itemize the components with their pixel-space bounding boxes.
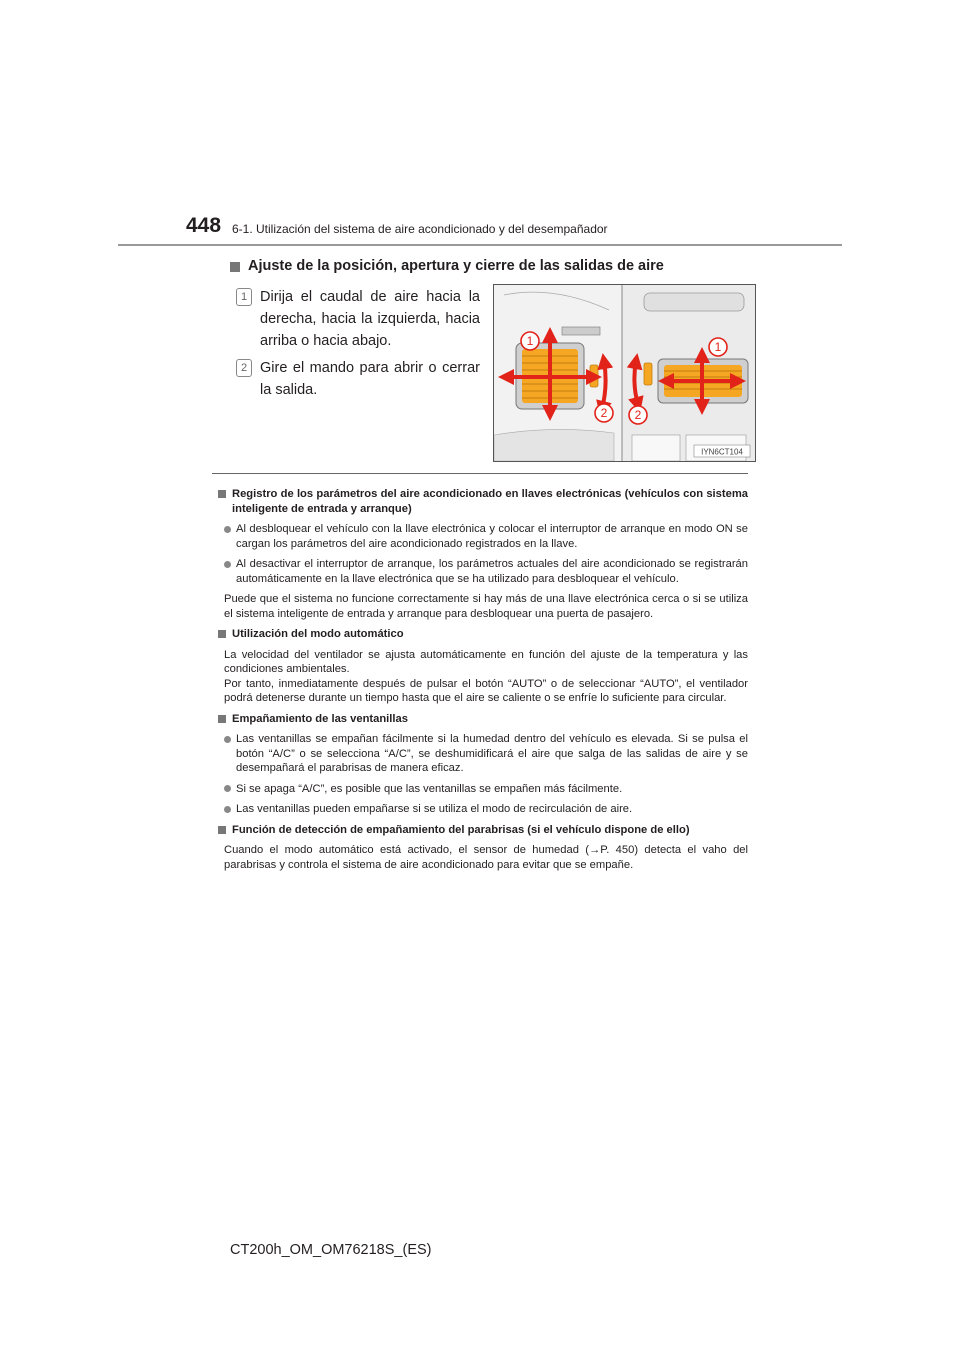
note-heading-text: Utilización del modo automático bbox=[232, 628, 404, 640]
list-item-text: Si se apaga “A/C”, es posible que las ventanillas se empañen más fácilmente. bbox=[236, 782, 623, 795]
list-item-text: Al desactivar el interruptor de arranque, los parámetros actuales del aire acondicionado se registrarán automáticamente en la llave electrónica que se ha utilizado para desbloquear el vehículo. bbox=[236, 558, 748, 585]
step-1 bbox=[236, 286, 480, 352]
header-rule bbox=[118, 244, 842, 246]
note-paragraph: Puede que el sistema no funcione correctamente si hay más de una llave electrónica cerca o si se utiliza el sistema inteligente de entrada y arranque para desbloquear una puerta de pasajero. bbox=[224, 593, 748, 620]
step-number-badge: 1 bbox=[236, 288, 252, 306]
list-item-text: Las ventanillas se empañan fácilmente si la humedad dentro del vehículo es elevada. Si se pulsa el botón “A/C” o se selecciona “A/C”, se deshumidificará el aire que salga de las salidas de aire y se desempañará el parabrisas de manera eficaz. bbox=[236, 733, 748, 774]
note-paragraph: La velocidad del ventilador se ajusta automáticamente en función del ajuste de la temperatura y las condiciones ambientales. bbox=[224, 648, 748, 675]
page-number: 448 bbox=[186, 214, 222, 237]
step-text: Dirija el caudal de aire hacia la derecha, hacia la izquierda, hacia arriba o hacia abajo. bbox=[260, 289, 480, 349]
list-item-text: Al desbloquear el vehículo con la llave electrónica y colocar el interruptor de arranque en modo ON se cargan los parámetros del aire acondicionado registrados en la llave. bbox=[236, 523, 748, 550]
bullet-dot-icon bbox=[224, 561, 231, 568]
callout-1-left: 1 bbox=[526, 334, 534, 348]
note-heading bbox=[218, 823, 748, 838]
square-bullet-icon bbox=[230, 262, 240, 272]
step-text: Gire el mando para abrir o cerrar la salida. bbox=[260, 360, 480, 398]
square-bullet-icon bbox=[218, 826, 226, 834]
bullet-dot-icon bbox=[224, 526, 231, 533]
chapter-title: 6-1. Utilización del sistema de aire acondicionado y del desempañador bbox=[232, 222, 608, 236]
section-heading bbox=[230, 258, 664, 274]
bullet-dot-icon bbox=[224, 785, 231, 792]
note-paragraph: Por tanto, inmediatamente después de pulsar el botón “AUTO” o de seleccionar “AUTO”, el ventilador podrá detenerse durante un tiempo hasta que el aire se caliente o se enfríe lo suficiente para circular. bbox=[224, 677, 748, 704]
list-item bbox=[224, 782, 748, 797]
note-heading bbox=[218, 487, 748, 516]
bullet-dot-icon bbox=[224, 806, 231, 813]
step-number-badge: 2 bbox=[236, 359, 252, 377]
note-heading bbox=[218, 712, 748, 727]
step-2 bbox=[236, 357, 480, 401]
footer-doc-code: CT200h_OM_OM76218S_(ES) bbox=[230, 1242, 432, 1258]
square-bullet-icon bbox=[218, 715, 226, 723]
callout-1-right: 1 bbox=[714, 340, 722, 354]
notes-divider bbox=[212, 473, 748, 474]
note-heading-text: Función de detección de empañamiento del parabrisas (si el vehículo dispone de ello) bbox=[232, 823, 690, 836]
square-bullet-icon bbox=[218, 490, 226, 498]
notes-section bbox=[218, 487, 748, 878]
note-heading-text: Empañamiento de las ventanillas bbox=[232, 712, 408, 725]
section-heading-text: Ajuste de la posición, apertura y cierre de las salidas de aire bbox=[248, 258, 664, 274]
square-bullet-icon bbox=[218, 630, 226, 638]
list-item bbox=[224, 522, 748, 551]
callout-2-right: 2 bbox=[634, 408, 642, 422]
callout-2-left: 2 bbox=[600, 406, 608, 420]
vent-diagram-svg bbox=[494, 285, 755, 461]
note-paragraph: Cuando el modo automático está activado, el sensor de humedad (→P. 450) detecta el vaho del parabrisas y controla el sistema de aire acondicionado para evitar que se empañe. bbox=[224, 844, 748, 871]
air-vent-illustration bbox=[493, 284, 756, 462]
note-heading-text: Registro de los parámetros del aire acondicionado en llaves electrónicas (vehículos con sistema inteligente de entrada y arranque) bbox=[232, 488, 748, 515]
list-item bbox=[224, 732, 748, 776]
figure-code: IYN6CT104 bbox=[701, 447, 743, 457]
bullet-dot-icon bbox=[224, 736, 231, 743]
list-item bbox=[224, 802, 748, 817]
note-heading bbox=[218, 627, 748, 642]
list-item bbox=[224, 557, 748, 586]
list-item-text: Las ventanillas pueden empañarse si se utiliza el modo de recirculación de aire. bbox=[236, 803, 633, 815]
